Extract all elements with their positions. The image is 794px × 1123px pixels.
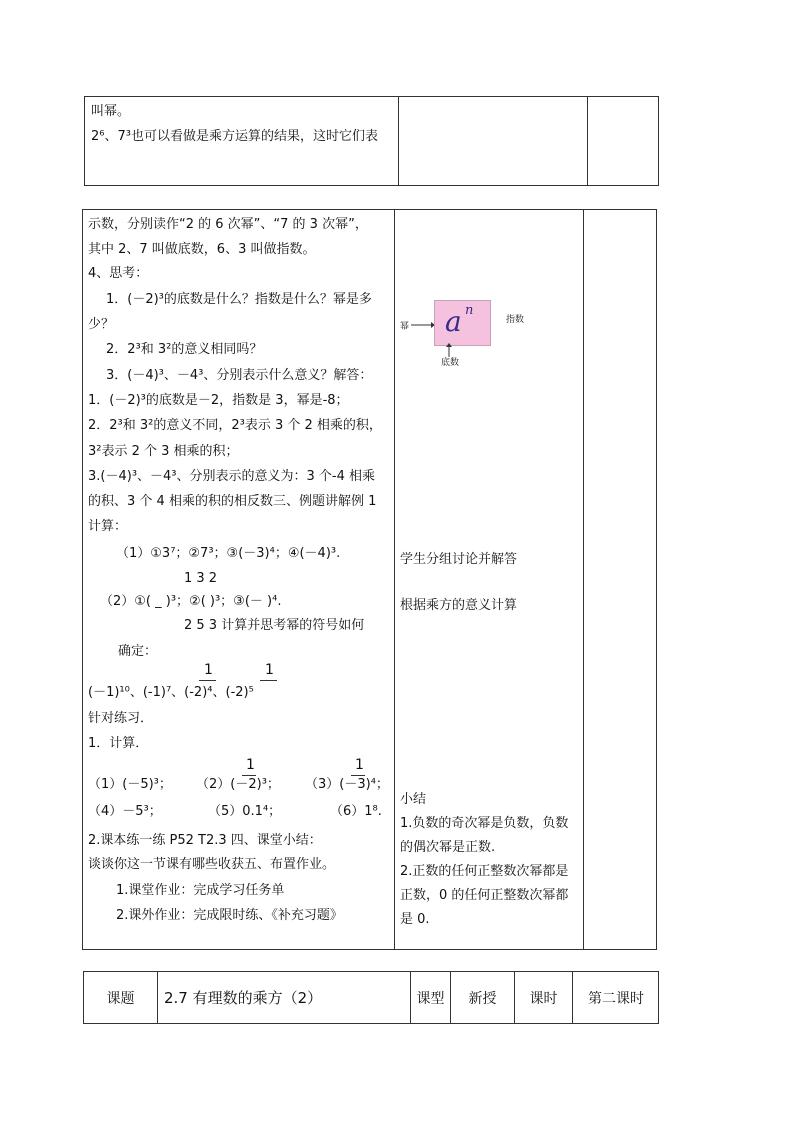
practice-item: （1）(－5)³； — [88, 777, 172, 792]
text-line: 3.(－4)³、－4³、分别表示的意义为：3 个-4 相乘 — [88, 469, 376, 484]
fraction-denominator: 2 — [248, 777, 257, 792]
activity-note: 学生分组讨论并解答 — [400, 552, 518, 567]
practice-item: （3）(－3)⁴； — [305, 777, 389, 792]
power-label: 幂 — [400, 322, 410, 332]
text-line: 少？ — [88, 317, 115, 332]
activity-note: 根据乘方的意义计算 — [400, 598, 518, 613]
summary-line: 2.正数的任何正整数次幂都是 — [400, 864, 569, 879]
text-line: 1．(－2)³的底数是－2，指数是 3，幂是-8； — [88, 393, 349, 408]
practice-item: （2）(－2)³； — [196, 777, 280, 792]
power-symbol-box — [434, 300, 491, 346]
text-line: 针对练习． — [88, 711, 154, 726]
fraction-bar — [260, 680, 277, 681]
fraction-denominator: 3 — [357, 777, 366, 792]
summary-line: 1.负数的奇次幂是负数，负数 — [400, 816, 569, 831]
summary-line: 是 0. — [400, 912, 430, 927]
lesson-type-header: 课型 — [416, 990, 445, 1007]
text-line: 3²表示 2 个 3 相乘的积； — [88, 444, 239, 459]
text-line: 1．(－2)³的底数是什么？指数是什么？幂是多 — [106, 292, 372, 307]
expression-part: )⁵ — [243, 685, 254, 700]
lesson-type-value: 新授 — [468, 990, 497, 1007]
text-line: 计算： — [88, 519, 128, 534]
top-table — [84, 96, 659, 186]
text-line: 1．计算． — [88, 736, 149, 751]
text-line: 确定： — [118, 644, 158, 659]
text-line: 2.课本练一练 P52 T2.3 四、课堂小结： — [88, 833, 322, 848]
power-expression-line — [88, 684, 254, 702]
fraction-denominator: -2 — [189, 685, 203, 700]
text-line: 示数，分别读作“2 的 6 次幂”、“7 的 3 次幂”， — [88, 217, 368, 232]
text-line: 谈谈你这一节课有哪些收获五、布置作业。 — [88, 857, 336, 872]
text-line: 2．2³和 3²的意义不同，2³表示 3 个 2 相乘的积， — [88, 418, 382, 433]
power-arrow-icon — [411, 321, 435, 329]
topic-value: 2.7 有理数的乘方（2） — [164, 989, 323, 1007]
top-text-line: 2⁶、7³也可以看做是乘方运算的结果，这时它们表 — [91, 129, 378, 144]
summary-title: 小结 — [400, 792, 427, 807]
text-line: 2．2³和 3²的意义相同吗？ — [106, 342, 263, 357]
top-table-divider-1 — [398, 97, 399, 185]
fraction-numerator: 1 — [265, 662, 274, 678]
fraction-bar — [199, 680, 216, 681]
period-header: 课时 — [529, 990, 558, 1007]
text-line: （1）①3⁷；②7³；③(－3)⁴；④(－4)³. — [116, 546, 341, 561]
text-line: 2 5 3 计算并思考幂的符号如何 — [184, 618, 365, 633]
topic-header: 课题 — [106, 990, 135, 1007]
text-line: 1 3 2 — [184, 571, 218, 586]
base-symbol: a — [445, 305, 462, 338]
main-table-divider-1 — [394, 210, 395, 949]
exponent-symbol: n — [465, 303, 474, 318]
text-line: 4、思考： — [88, 266, 149, 281]
exponent-label: 指数 — [506, 315, 525, 325]
summary-line: 正数，0 的任何正整数次幂都 — [400, 888, 569, 903]
text-line: 1.课堂作业：完成学习任务单 — [116, 883, 285, 898]
text-line: （2）①( _ )³；②( )³；③(－ )⁴. — [100, 594, 282, 609]
fraction-numerator: 1 — [204, 662, 213, 678]
period-value: 第二课时 — [588, 990, 644, 1007]
base-label: 底数 — [441, 358, 460, 368]
practice-item: （6）1⁸. — [330, 804, 382, 819]
summary-line: 的偶次幂是正数. — [400, 840, 496, 855]
top-text-line: 叫幂。 — [91, 104, 131, 119]
text-line: 的积、3 个 4 相乘的积的相反数三、例题讲解例 1 — [88, 494, 377, 509]
fraction-denominator: -2 — [230, 685, 244, 700]
practice-item: （4）－5³； — [88, 804, 162, 819]
text-line: 3．(－4)³、－4³、分别表示什么意义？解答： — [106, 368, 373, 383]
top-table-divider-2 — [587, 97, 588, 185]
text-line: 2.课外作业：完成限时练、《补充习题》 — [116, 908, 343, 923]
expression-part: )⁴、( — [202, 685, 231, 700]
main-table-divider-2 — [583, 210, 584, 949]
expression-part: (－1)¹⁰、(-1)⁷、( — [88, 685, 190, 700]
fraction-numerator: 1 — [246, 757, 255, 773]
fraction-numerator: 1 — [355, 757, 364, 773]
practice-item: （5）0.1⁴； — [208, 804, 282, 819]
text-line: 其中 2、7 叫做底数，6、3 叫做指数。 — [88, 242, 316, 257]
lesson-info-table — [83, 971, 659, 1024]
